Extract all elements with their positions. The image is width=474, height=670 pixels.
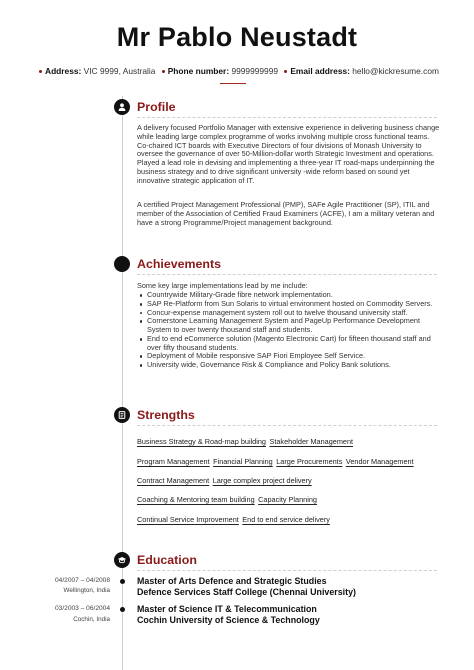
strengths-row-1 <box>137 437 357 446</box>
section-divider <box>137 117 437 118</box>
contact-line <box>0 66 474 76</box>
education-dates: 03/2003 – 06/2004 <box>54 605 110 612</box>
bullet-dot-icon <box>39 70 42 73</box>
list-item: Cornerstone Learning Management System and PageUp Performance Development System to over twenty thousand staff and students. <box>137 317 443 335</box>
strength-tag: Business Strategy & Road-map building <box>137 437 266 446</box>
education-degree: Master of Science IT & Telecommunication <box>137 604 317 614</box>
section-divider <box>137 274 437 275</box>
education-location: Wellington, India <box>63 587 110 594</box>
phone-value: 9999999999 <box>231 66 279 76</box>
person-icon <box>114 99 130 115</box>
address-label: Address: <box>45 66 82 76</box>
address-value: VIC 9999, Australia <box>83 66 156 76</box>
section-title-profile: Profile <box>137 100 176 114</box>
list-item: Concur-expense management system roll out to twelve thousand university staff. <box>137 309 443 318</box>
list-item: University wide, Governance Risk & Compliance and Policy Bank solutions. <box>137 361 443 370</box>
section-divider <box>137 425 437 426</box>
education-dates: 04/2007 – 04/2008 <box>54 577 110 584</box>
strengths-row-3 <box>137 476 315 485</box>
strength-icon <box>114 407 130 423</box>
education-school: Defence Services Staff College (Chennai University) <box>137 587 356 597</box>
phone-label: Phone number: <box>167 66 230 76</box>
strength-tag: Large complex project delivery <box>212 476 312 485</box>
header-accent-divider <box>220 83 246 84</box>
profile-paragraph-2: A certified Project Management Professional (PMP), SAFe Agile Practitioner (SP), ITIL and member of the Association of Certified Fraud Examiners (ACFE), I am a military veteran and have a strong Programme/Project management background. <box>137 200 435 227</box>
strength-tag: End to end service delivery <box>242 515 330 524</box>
profile-paragraph-1: A delivery focused Portfolio Manager with extensive experience in delivering business change while leading large complex programme of works involving multiple cross functional teams. Co-chaired ICT boards with Executive Directors of four divisions of Monash University to oversee the governance of over 50-Million-dollar worth Strategic Investment and operations. Played a lead role in devising and implementing a three-year IT road-maps underpinning the business strategy and to drive significant university -wide reform based on sound yet innovative strategic application of IT. <box>137 123 440 185</box>
bullet-dot-icon <box>284 70 287 73</box>
achievements-intro: Some key large implementations lead by me include: <box>137 281 308 290</box>
list-item: Countrywide Military-Grade fibre network implementation. <box>137 291 443 300</box>
strengths-row-5 <box>137 515 333 524</box>
strength-tag: Large Procurements <box>276 457 343 466</box>
bullet-dot-icon <box>162 70 165 73</box>
strength-tag: Financial Planning <box>213 457 273 466</box>
strength-tag: Capacity Planning <box>258 495 317 504</box>
timeline-dot-icon <box>120 607 125 612</box>
strengths-row-2 <box>137 457 417 466</box>
strength-tag: Coaching & Mentoring team building <box>137 495 255 504</box>
strength-tag: Program Management <box>137 457 210 466</box>
achievements-list <box>137 291 443 370</box>
strength-tag: Continual Service Improvement <box>137 515 239 524</box>
section-title-achievements: Achievements <box>137 257 222 271</box>
strength-tag: Contract Management <box>137 476 210 485</box>
education-degree: Master of Arts Defence and Strategic Studies <box>137 576 327 586</box>
timeline-dot-icon <box>120 579 125 584</box>
trophy-icon <box>114 256 130 272</box>
section-title-education: Education <box>137 553 197 567</box>
email-value[interactable]: hello@kickresume.com <box>352 66 439 76</box>
graduation-cap-icon <box>114 552 130 568</box>
education-location: Cochin, India <box>73 616 110 623</box>
list-item: SAP Re-Platform from Sun Solaris to virtual environment hosted on Commodity Servers. <box>137 300 443 309</box>
strength-tag: Vendor Management <box>345 457 414 466</box>
education-school: Cochin University of Science & Technology <box>137 615 320 625</box>
strength-tag: Stakeholder Management <box>269 437 354 446</box>
candidate-name: Mr Pablo Neustadt <box>116 22 358 52</box>
strengths-row-4 <box>137 495 320 504</box>
section-title-strengths: Strengths <box>137 408 195 422</box>
section-divider <box>137 570 437 571</box>
list-item: End to end eCommerce solution (Magento Electronic Cart) for fifteen thousand staff and over fifty thousand students. <box>137 335 443 353</box>
list-item: Deployment of Mobile responsive SAP Fiori Employee Self Service. <box>137 352 443 361</box>
email-label: Email address: <box>290 66 350 76</box>
